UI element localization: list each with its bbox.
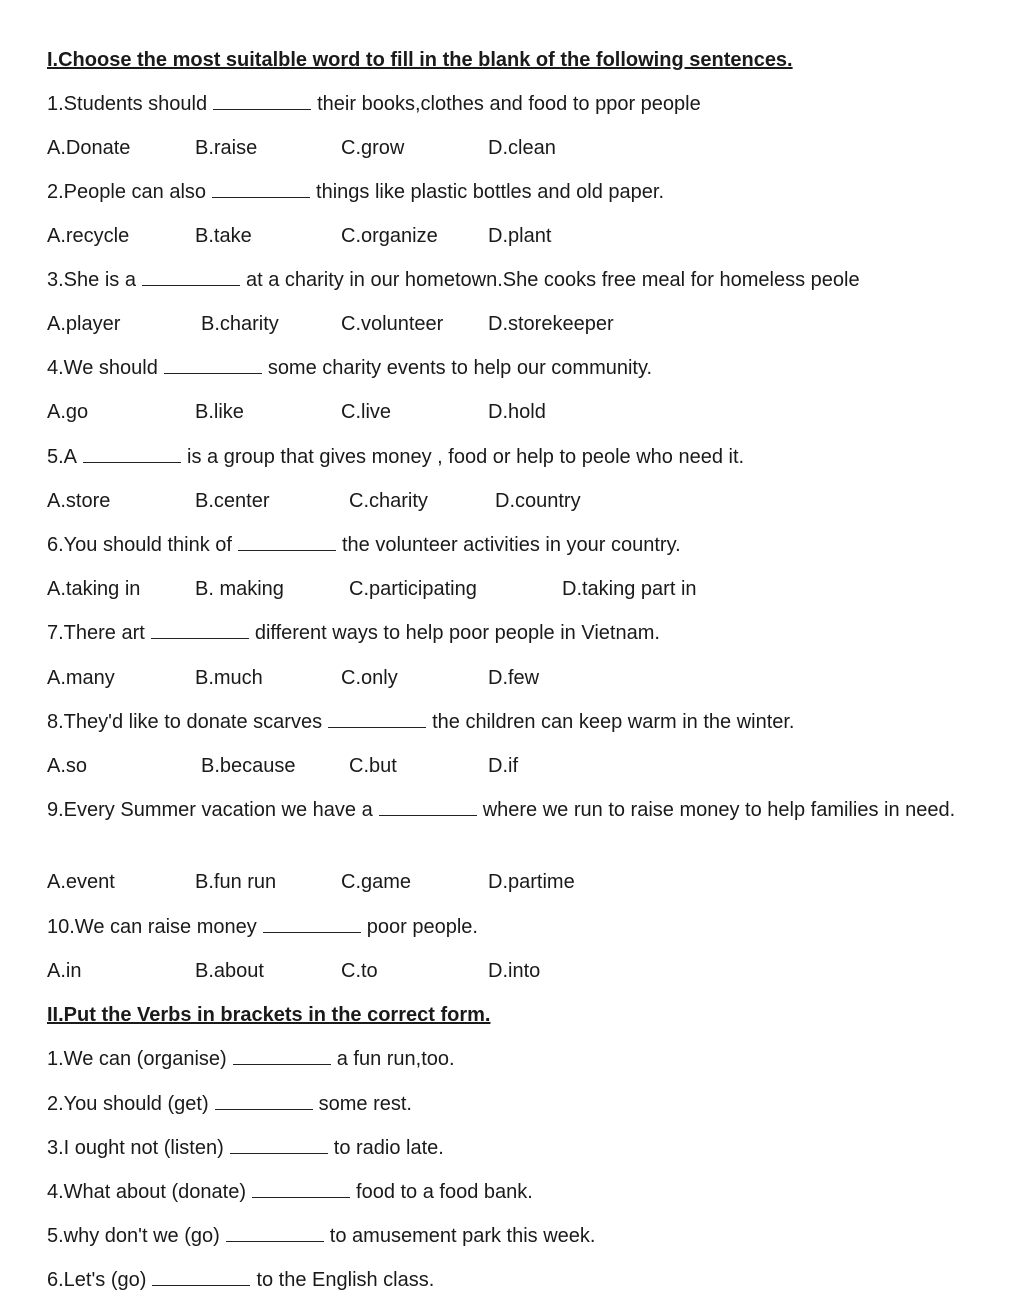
question-2: 2.People can also things like plastic bottles and old paper. xyxy=(47,181,665,203)
answer-blank[interactable] xyxy=(215,1108,313,1110)
option-b[interactable]: B.charity xyxy=(201,313,279,335)
verb-item-4: 4.What about (donate) food to a food bank. xyxy=(47,1181,533,1203)
question-3: 3.She is a at a charity in our hometown.She cooks free meal for homeless peole xyxy=(47,269,860,291)
answer-blank[interactable] xyxy=(212,196,310,198)
answer-blank[interactable] xyxy=(263,931,361,933)
option-b[interactable]: B.fun run xyxy=(195,871,277,893)
option-d[interactable]: D.taking part in xyxy=(562,578,697,600)
question-1-options xyxy=(47,134,1006,162)
question-9: 9.Every Summer vacation we have a where we run to raise money to help families in need. xyxy=(47,799,956,821)
option-d[interactable]: D.into xyxy=(488,960,541,982)
option-a[interactable]: A.Donate xyxy=(47,137,131,159)
answer-blank[interactable] xyxy=(151,637,249,639)
option-c[interactable]: C.grow xyxy=(341,137,405,159)
question-8: 8.They'd like to donate scarves the children can keep warm in the winter. xyxy=(47,711,795,733)
answer-blank[interactable] xyxy=(233,1063,331,1065)
option-c[interactable]: C.game xyxy=(341,871,412,893)
option-a[interactable]: A.many xyxy=(47,667,115,689)
verb-item-5: 5.why don't we (go) to amusement park this week. xyxy=(47,1225,596,1247)
verb-item-1: 1.We can (organise) a fun run,too. xyxy=(47,1048,455,1070)
option-d[interactable]: D.few xyxy=(488,667,540,689)
answer-blank[interactable] xyxy=(238,549,336,551)
option-a[interactable]: A.so xyxy=(47,755,88,777)
question-5-options xyxy=(47,487,1006,515)
verb-item-2: 2.You should (get) some rest. xyxy=(47,1093,412,1115)
answer-blank[interactable] xyxy=(252,1196,350,1198)
option-c[interactable]: C.participating xyxy=(349,578,477,600)
question-7: 7.There art different ways to help poor people in Vietnam. xyxy=(47,622,660,644)
question-6: 6.You should think of the volunteer activities in your country. xyxy=(47,534,681,556)
option-c[interactable]: C.but xyxy=(349,755,397,777)
answer-blank[interactable] xyxy=(164,372,262,374)
option-a[interactable]: A.recycle xyxy=(47,225,130,247)
answer-blank[interactable] xyxy=(142,284,240,286)
question-2-options xyxy=(47,222,1006,250)
question-10: 10.We can raise money poor people. xyxy=(47,916,478,938)
answer-blank[interactable] xyxy=(83,461,181,463)
answer-blank[interactable] xyxy=(328,726,426,728)
question-1: 1.Students should their books,clothes and food to ppor people xyxy=(47,93,701,115)
option-a[interactable]: A.in xyxy=(47,960,82,982)
question-3-options xyxy=(47,310,1006,338)
option-b[interactable]: B.because xyxy=(201,755,296,777)
option-d[interactable]: D.country xyxy=(495,490,581,512)
verb-item-6: 6.Let's (go) to the English class. xyxy=(47,1269,435,1291)
option-d[interactable]: D.hold xyxy=(488,401,546,423)
option-c[interactable]: C.organize xyxy=(341,225,438,247)
option-b[interactable]: B.much xyxy=(195,667,263,689)
option-d[interactable]: D.clean xyxy=(488,137,556,159)
answer-blank[interactable] xyxy=(230,1152,328,1154)
option-c[interactable]: C.volunteer xyxy=(341,313,444,335)
option-b[interactable]: B.like xyxy=(195,401,244,423)
question-4: 4.We should some charity events to help our community. xyxy=(47,357,653,379)
question-5: 5.A is a group that gives money , food or help to peole who need it. xyxy=(47,446,745,468)
part1-heading: I.Choose the most suitalble word to fill in the blank of the following sentences. xyxy=(47,49,793,71)
option-d[interactable]: D.partime xyxy=(488,871,575,893)
answer-blank[interactable] xyxy=(152,1284,250,1286)
option-b[interactable]: B.about xyxy=(195,960,264,982)
question-8-options xyxy=(47,752,1006,780)
part2-heading: II.Put the Verbs in brackets in the correct form. xyxy=(47,1004,491,1026)
question-4-options xyxy=(47,398,1006,426)
answer-blank[interactable] xyxy=(213,108,311,110)
option-a[interactable]: A.store xyxy=(47,490,111,512)
option-b[interactable]: B. making xyxy=(195,578,284,600)
option-b[interactable]: B.raise xyxy=(195,137,258,159)
option-a[interactable]: A.taking in xyxy=(47,578,141,600)
option-a[interactable]: A.event xyxy=(47,871,115,893)
question-7-options xyxy=(47,664,1006,692)
answer-blank[interactable] xyxy=(379,814,477,816)
option-d[interactable]: D.plant xyxy=(488,225,552,247)
option-c[interactable]: C.only xyxy=(341,667,398,689)
answer-blank[interactable] xyxy=(226,1240,324,1242)
option-a[interactable]: A.player xyxy=(47,313,121,335)
question-6-options xyxy=(47,575,1006,603)
option-d[interactable]: D.if xyxy=(488,755,518,777)
option-a[interactable]: A.go xyxy=(47,401,89,423)
question-10-options xyxy=(47,957,1006,985)
option-b[interactable]: B.center xyxy=(195,490,270,512)
option-c[interactable]: C.to xyxy=(341,960,378,982)
option-c[interactable]: C.live xyxy=(341,401,392,423)
option-b[interactable]: B.take xyxy=(195,225,252,247)
verb-item-3: 3.I ought not (listen) to radio late. xyxy=(47,1137,444,1159)
question-9-options xyxy=(47,868,1006,896)
option-d[interactable]: D.storekeeper xyxy=(488,313,614,335)
option-c[interactable]: C.charity xyxy=(349,490,428,512)
